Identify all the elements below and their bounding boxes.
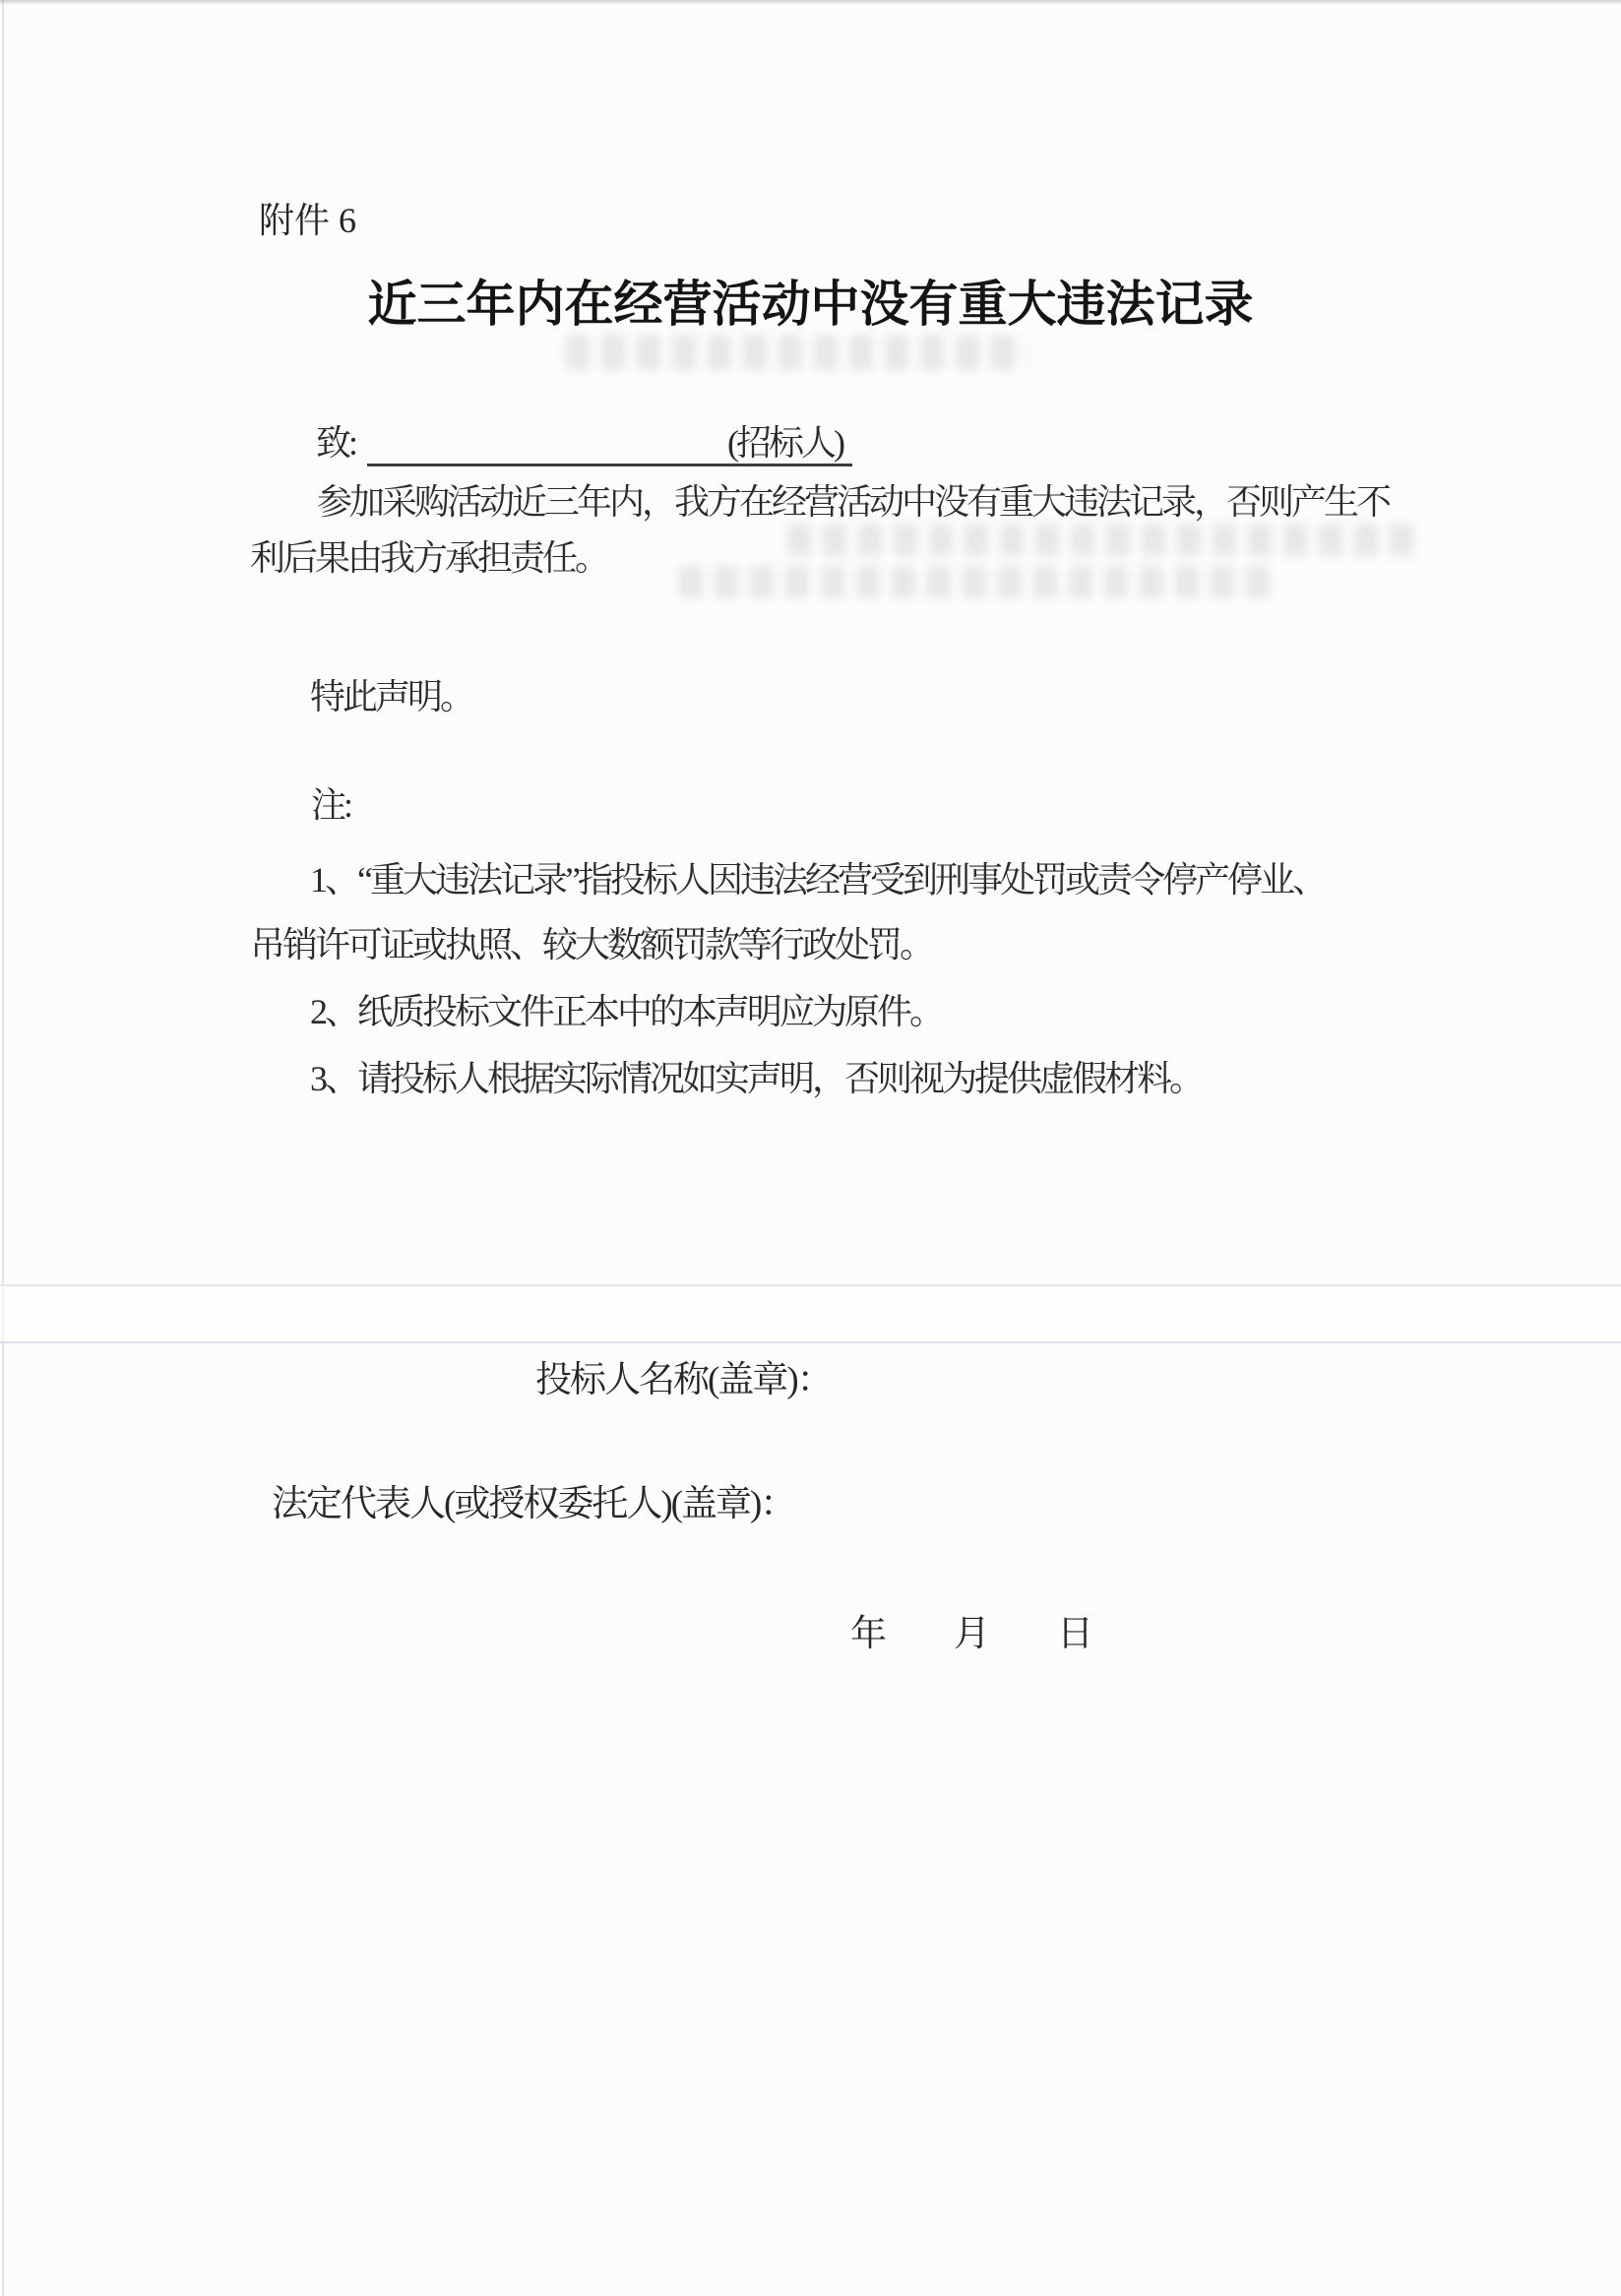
note-item-3: 3、请投标人根据实际情况如实声明，否则视为提供虚假材料。 — [310, 1059, 1203, 1098]
tenderer-hint: (招标人) — [727, 423, 843, 463]
scan-top-edge-artifact — [0, 0, 1621, 5]
bidder-name-label: 投标人名称(盖章)： — [535, 1360, 832, 1400]
declaration-line-2: 利后果由我方承担责任。 — [250, 538, 608, 578]
note-item-1-line-2: 吊销许可证或执照、较大数额罚款等行政处罚。 — [250, 925, 933, 964]
bleed-through-artifact — [787, 524, 1417, 556]
scan-fold-band-artifact — [0, 1284, 1621, 1343]
legal-rep-label: 法定代表人(或授权委托人)(盖章)： — [272, 1484, 795, 1524]
salutation-line — [316, 425, 852, 466]
bleed-through-artifact — [566, 335, 1029, 370]
bleed-through-artifact — [679, 566, 1270, 598]
notes-heading: 注: — [311, 785, 351, 825]
to-label: 致: — [316, 423, 356, 463]
date-line: 年 月 日 — [850, 1614, 1091, 1654]
note-item-1-line-1: 1、“重大违法记录”指投标人因违法经营受到刑事处罚或责令停产停业、 — [310, 860, 1325, 900]
note-item-2: 2、纸质投标文件正本中的本声明应为原件。 — [310, 992, 943, 1031]
attachment-label: 附件 6 — [259, 201, 357, 240]
recipient-blank-field — [367, 425, 852, 466]
statement-line: 特此声明。 — [310, 677, 473, 716]
document-title: 近三年内在经营活动中没有重大违法记录 — [367, 277, 1254, 332]
declaration-line-1: 参加采购活动近三年内，我方在经营活动中没有重大违法记录，否则产生不 — [317, 482, 1390, 522]
scan-left-edge-artifact — [2, 0, 4, 2296]
